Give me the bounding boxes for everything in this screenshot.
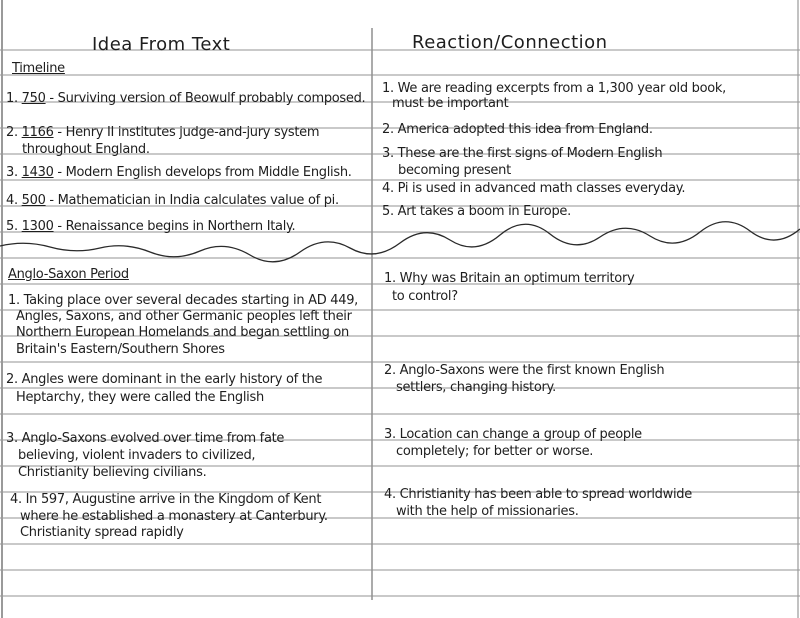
anglo-saxon-reaction-1-line-2: to control? — [392, 289, 458, 304]
heading-idea-from-text: Idea From Text — [92, 34, 231, 55]
timeline-item-3: 3. 1430 - Modern English develops from Middle English. — [6, 165, 352, 180]
anglo-saxon-item-4-line-3: Christianity spread rapidly — [20, 525, 184, 540]
anglo-saxon-item-1-line-2: Angles, Saxons, and other Germanic peoples left their — [16, 309, 352, 324]
anglo-saxon-reaction-3-line-1: 3. Location can change a group of people — [384, 427, 642, 442]
anglo-saxon-item-3-line-2: believing, violent invaders to civilized, — [18, 448, 256, 463]
timeline-item-1: 1. 750 - Surviving version of Beowulf probably composed. — [6, 91, 366, 106]
anglo-saxon-item-1-line-1: 1. Taking place over several decades starting in AD 449, — [8, 293, 358, 308]
timeline-reaction-4: 4. Pi is used in advanced math classes everyday. — [382, 181, 686, 196]
timeline-item-4: 4. 500 - Mathematician in India calculates value of pi. — [6, 193, 339, 208]
anglo-saxon-item-4-line-2: where he established a monastery at Canterbury. — [20, 509, 328, 524]
timeline-reaction-2: 2. America adopted this idea from England. — [382, 122, 653, 137]
anglo-saxon-item-4-line-1: 4. In 597, Augustine arrive in the Kingdom of Kent — [10, 492, 322, 507]
anglo-saxon-item-3-line-3: Christianity believing civilians. — [18, 465, 207, 480]
anglo-saxon-item-2-line-1: 2. Angles were dominant in the early history of the — [6, 372, 323, 387]
anglo-saxon-reaction-3-line-2: completely; for better or worse. — [396, 444, 594, 459]
timeline-reaction-3: 3. These are the first signs of Modern English — [382, 146, 663, 161]
timeline-item-5: 5. 1300 - Renaissance begins in Northern Italy. — [6, 219, 296, 234]
timeline-reaction-3-cont: becoming present — [398, 163, 511, 178]
heading-reaction-connection: Reaction/Connection — [412, 32, 608, 53]
anglo-saxon-title: Anglo-Saxon Period — [8, 267, 129, 282]
timeline-title: Timeline — [12, 61, 65, 76]
anglo-saxon-reaction-4-line-2: with the help of missionaries. — [396, 504, 579, 519]
anglo-saxon-reaction-2-line-2: settlers, changing history. — [396, 380, 556, 395]
anglo-saxon-reaction-4-line-1: 4. Christianity has been able to spread worldwide — [384, 487, 692, 502]
anglo-saxon-reaction-2-line-1: 2. Anglo-Saxons were the first known English — [384, 363, 665, 378]
timeline-item-2-cont: throughout England. — [22, 142, 150, 157]
anglo-saxon-item-1-line-3: Northern European Homelands and began settling on — [16, 325, 349, 340]
timeline-reaction-1: 1. We are reading excerpts from a 1,300 year old book, — [382, 81, 726, 96]
anglo-saxon-item-3-line-1: 3. Anglo-Saxons evolved over time from fate — [6, 431, 285, 446]
timeline-reaction-5: 5. Art takes a boom in Europe. — [382, 204, 571, 219]
anglo-saxon-item-2-line-2: Heptarchy, they were called the English — [16, 390, 264, 405]
anglo-saxon-item-1-line-4: Britain's Eastern/Southern Shores — [16, 342, 225, 357]
timeline-item-2: 2. 1166 - Henry II institutes judge-and-jury system — [6, 125, 320, 140]
anglo-saxon-reaction-1-line-1: 1. Why was Britain an optimum territory — [384, 271, 635, 286]
timeline-reaction-1-cont: must be important — [392, 96, 509, 111]
